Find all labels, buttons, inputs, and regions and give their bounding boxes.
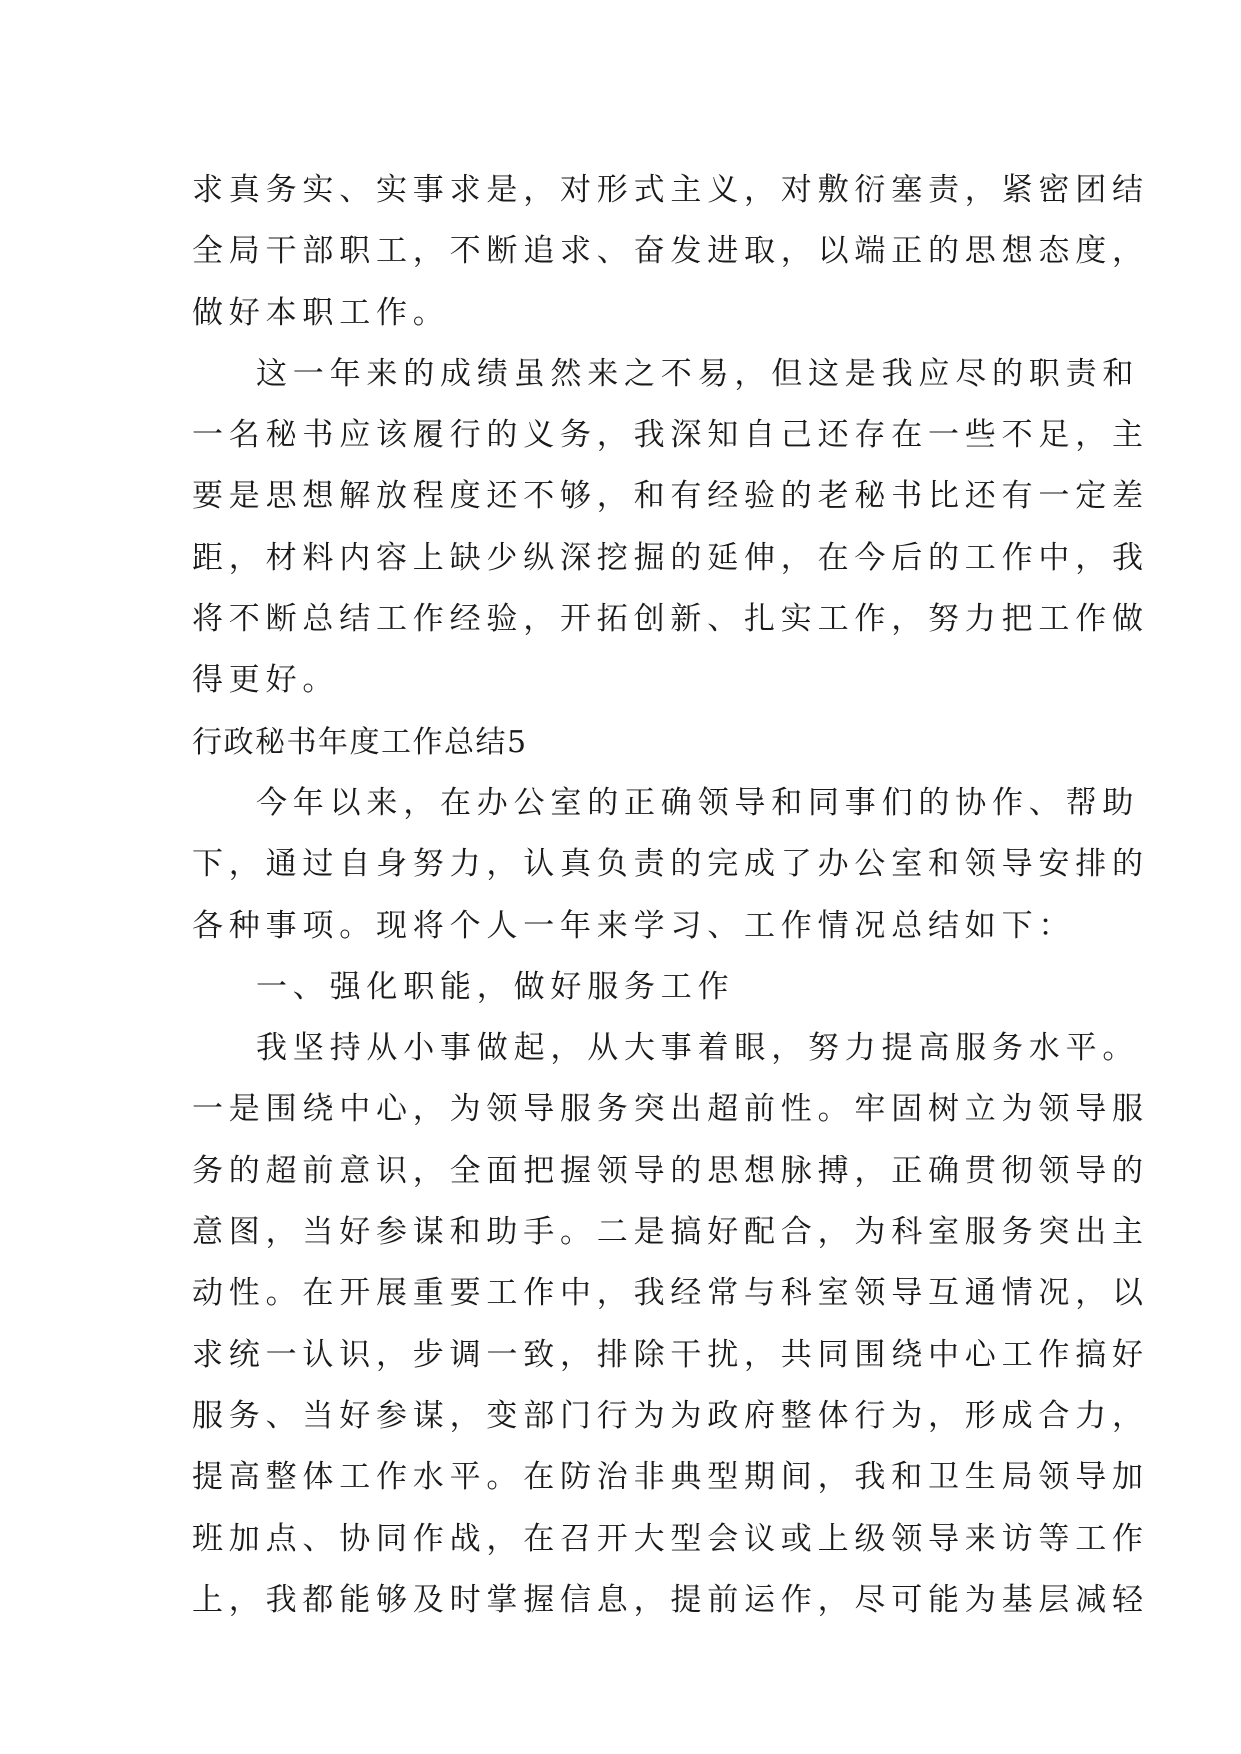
paragraph-line: 求统一认识，步调一致，排除干扰，共同围绕中心工作搞好 xyxy=(192,1336,1149,1373)
paragraph-line: 各种事项。现将个人一年来学习、工作情况总结如下： xyxy=(192,907,1076,944)
paragraph-line: 我坚持从小事做起，从大事着眼，努力提高服务水平。 xyxy=(256,1030,1140,1067)
document-body xyxy=(192,160,1149,1631)
paragraph-line: 一名秘书应该履行的义务，我深知自己还存在一些不足，主 xyxy=(192,417,1149,454)
paragraph-line: 服务、当好参谋，变部门行为为政府整体行为，形成合力， xyxy=(192,1397,1149,1434)
paragraph-line: 动性。在开展重要工作中，我经常与科室领导互通情况，以 xyxy=(192,1275,1149,1312)
paragraph-line: 提高整体工作水平。在防治非典型期间，我和卫生局领导加 xyxy=(192,1459,1149,1496)
section-heading: 行政秘书年度工作总结5 xyxy=(192,724,528,760)
paragraph-line: 得更好。 xyxy=(192,662,340,699)
paragraph-line: 要是思想解放程度还不够，和有经验的老秘书比还有一定差 xyxy=(192,478,1149,515)
paragraph-line: 上，我都能够及时掌握信息，提前运作，尽可能为基层减轻 xyxy=(192,1581,1149,1618)
paragraph-line: 全局干部职工，不断追求、奋发进取，以端正的思想态度， xyxy=(192,233,1149,270)
paragraph-line: 下，通过自身努力，认真负责的完成了办公室和领导安排的 xyxy=(192,846,1149,883)
paragraph-line: 务的超前意识，全面把握领导的思想脉搏，正确贯彻领导的 xyxy=(192,1152,1149,1189)
paragraph-line: 这一年来的成绩虽然来之不易，但这是我应尽的职责和 xyxy=(256,355,1140,392)
paragraph-line: 一是围绕中心，为领导服务突出超前性。牢固树立为领导服 xyxy=(192,1091,1149,1128)
paragraph-line: 求真务实、实事求是，对形式主义，对敷衍塞责，紧密团结 xyxy=(192,172,1149,208)
paragraph-line: 将不断总结工作经验，开拓创新、扎实工作，努力把工作做 xyxy=(192,601,1149,638)
paragraph-line: 意图，当好参谋和助手。二是搞好配合，为科室服务突出主 xyxy=(192,1214,1149,1251)
paragraph-line: 班加点、协同作战，在召开大型会议或上级领导来访等工作 xyxy=(192,1520,1149,1557)
subsection-heading: 一、强化职能，做好服务工作 xyxy=(256,968,735,1005)
paragraph-line: 今年以来，在办公室的正确领导和同事们的协作、帮助 xyxy=(256,784,1140,821)
paragraph-line: 距，材料内容上缺少纵深挖掘的延伸，在今后的工作中，我 xyxy=(192,539,1149,576)
paragraph-line: 做好本职工作。 xyxy=(192,294,450,331)
